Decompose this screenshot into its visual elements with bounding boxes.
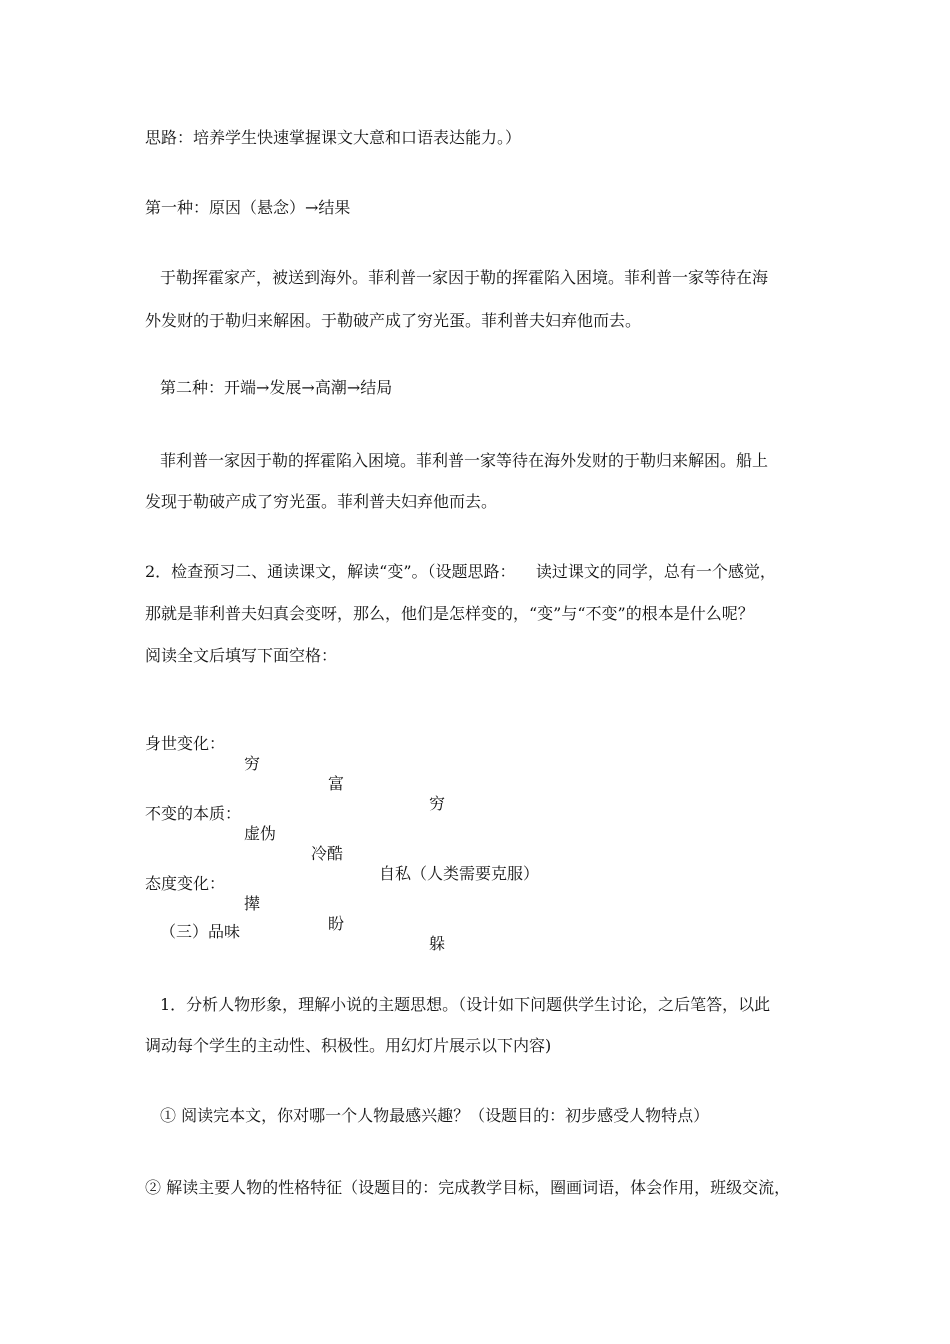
paragraph-line: 阅读全文后填写下面空格： xyxy=(145,646,338,665)
paragraph-line: 菲利普一家因于勒的挥霍陷入困境。菲利普一家等待在海外发财的于勒归来解困。船上 xyxy=(160,451,769,470)
paragraph-line: 第一种：原因（悬念）→结果 xyxy=(145,198,351,217)
row-value: 撵 xyxy=(244,894,261,913)
paragraph-line: 调动每个学生的主动性、积极性。用幻灯片展示以下内容) xyxy=(145,1036,552,1055)
paragraph-line: ② 解读主要人物的性格特征（设题目的：完成教学目标，圈画词语，体会作用，班级交流， xyxy=(145,1178,791,1197)
row-label: 身世变化： xyxy=(145,734,226,753)
paragraph-line: 1．分析人物形象，理解小说的主题思想。（设计如下问题供学生讨论，之后笔答，以此 xyxy=(160,995,771,1014)
row-value: 盼 xyxy=(328,914,345,933)
row-value: 冷酷 xyxy=(311,844,344,863)
row-value: 穷 xyxy=(429,794,446,813)
paragraph-line: ① 阅读完本文，你对哪一个人物最感兴趣？（设题目的：初步感受人物特点） xyxy=(160,1106,710,1125)
paragraph-line: 那就是菲利普夫妇真会变呀，那么，他们是怎样变的，“变”与“不变”的根本是什么呢？ xyxy=(145,604,754,623)
section-heading: （三）品味 xyxy=(160,922,241,941)
paragraph-line: 于勒挥霍家产，被送到海外。菲利普一家因于勒的挥霍陷入困境。菲利普一家等待在海 xyxy=(160,268,769,287)
row-value: 自私（人类需要克服） xyxy=(379,864,540,883)
row-label: 态度变化： xyxy=(145,874,226,893)
paragraph-line: 发现于勒破产成了穷光蛋。菲利普夫妇弃他而去。 xyxy=(145,492,498,511)
row-value: 躲 xyxy=(429,934,446,953)
paragraph-line: 第二种：开端→发展→高潮→结局 xyxy=(160,378,393,397)
row-value: 富 xyxy=(328,774,345,793)
paragraph-line: 2．检查预习二、通读课文，解读“变”。（设题思路： 读过课文的同学，总有一个感觉， xyxy=(145,562,776,581)
paragraph-line: 思路：培养学生快速掌握课文大意和口语表达能力。） xyxy=(145,128,522,147)
row-value: 虚伪 xyxy=(244,824,277,843)
row-label: 不变的本质： xyxy=(145,804,242,823)
paragraph-line: 外发财的于勒归来解困。于勒破产成了穷光蛋。菲利普夫妇弃他而去。 xyxy=(145,311,642,330)
row-value: 穷 xyxy=(244,754,261,773)
